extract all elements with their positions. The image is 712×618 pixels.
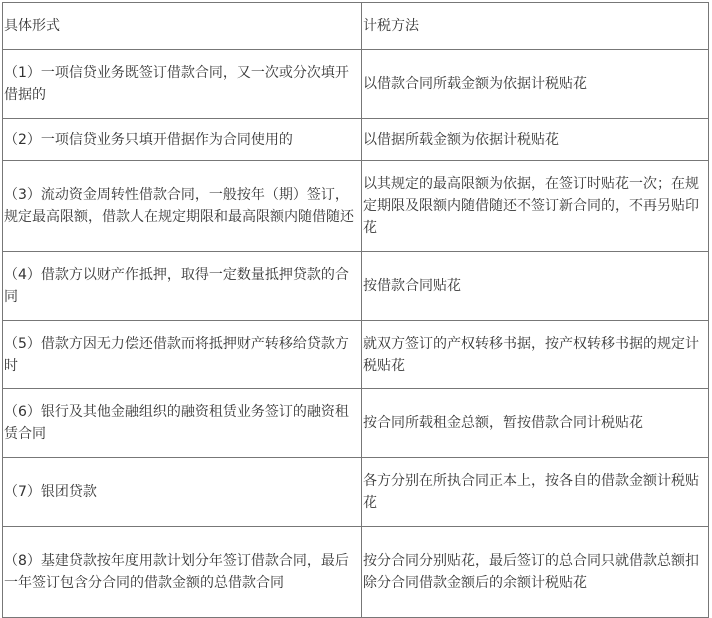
stamp-tax-table [2, 2, 709, 618]
cell-form: （3）流动资金周转性借款合同，一般按年（期）签订，规定最高限额，借款人在规定期限和最高限额内随借随还 [3, 161, 362, 252]
cell-method: 按合同所载租金总额，暂按借款合同计税贴花 [362, 389, 709, 458]
cell-form: （6）银行及其他金融组织的融资租赁业务签订的融资租赁合同 [3, 389, 362, 458]
table-row [3, 252, 709, 321]
cell-form: （7）银团贷款 [3, 458, 362, 527]
cell-method: 以其规定的最高限额为依据，在签订时贴花一次；在规定期限及限额内随借随还不签订新合同的，不再另贴印花 [362, 161, 709, 252]
table-row [3, 119, 709, 161]
table-row [3, 527, 709, 618]
cell-method: 就双方签订的产权转移书据，按产权转移书据的规定计税贴花 [362, 321, 709, 389]
cell-form: （5）借款方因无力偿还借款而将抵押财产转移给贷款方时 [3, 321, 362, 389]
table-header-row [3, 3, 709, 50]
cell-method: 各方分别在所执合同正本上，按各自的借款金额计税贴花 [362, 458, 709, 527]
table-row [3, 389, 709, 458]
cell-method: 按借款合同贴花 [362, 252, 709, 321]
table-row [3, 161, 709, 252]
cell-form: （4）借款方以财产作抵押，取得一定数量抵押贷款的合同 [3, 252, 362, 321]
cell-method: 以借据所载金额为依据计税贴花 [362, 119, 709, 161]
header-form: 具体形式 [3, 3, 362, 50]
cell-method: 按分合同分别贴花，最后签订的总合同只就借款总额扣除分合同借款金额后的余额计税贴花 [362, 527, 709, 618]
table-row [3, 321, 709, 389]
cell-method: 以借款合同所载金额为依据计税贴花 [362, 50, 709, 119]
cell-form: （2）一项信贷业务只填开借据作为合同使用的 [3, 119, 362, 161]
cell-form: （1）一项信贷业务既签订借款合同，又一次或分次填开借据的 [3, 50, 362, 119]
table-row [3, 458, 709, 527]
cell-form: （8）基建贷款按年度用款计划分年签订借款合同，最后一年签订包含分合同的借款金额的总借款合同 [3, 527, 362, 618]
table-row [3, 50, 709, 119]
header-method: 计税方法 [362, 3, 709, 50]
